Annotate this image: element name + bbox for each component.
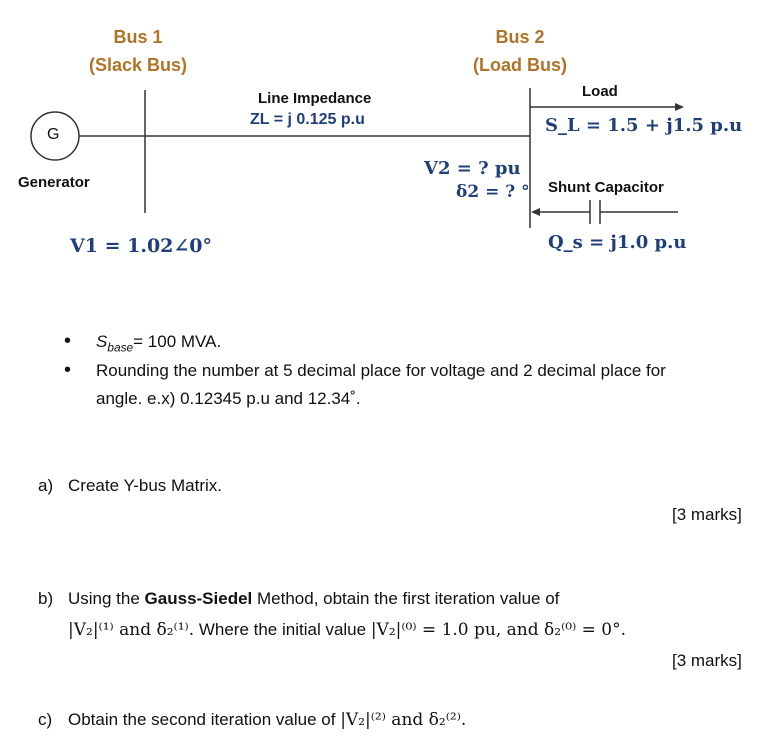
question-b-line1-pre: Using the (68, 589, 145, 608)
bus1-title: Bus 1 (113, 27, 163, 47)
v2-magnitude: V2 = ? pu (424, 158, 521, 179)
capacitor-arrow-head (531, 208, 540, 216)
line-impedance-value: ZL = j 0.125 p.u (250, 111, 365, 128)
bus1-subtitle: (Slack Bus) (88, 55, 188, 75)
question-b-marks: [3 marks] (672, 651, 742, 670)
question-b-line2 (68, 620, 626, 640)
question-b-label: b) (38, 589, 54, 608)
question-b-line1 (68, 589, 559, 609)
bus2-title: Bus 2 (495, 27, 545, 47)
question-b-math-2: |V₂|⁽⁰⁾ = 1.0 pu, and δ₂⁽⁰⁾ = 0°. (370, 620, 627, 640)
question-c-math: |V₂|⁽²⁾ and δ₂⁽²⁾. (340, 710, 467, 730)
question-b-line1-post: Method, obtain the first iteration value of (252, 589, 560, 608)
question-a-text: Create Y-bus Matrix. (68, 476, 223, 495)
shunt-capacitor-label: Shunt Capacitor (548, 179, 664, 196)
load-label: Load (582, 83, 618, 100)
bus2-subtitle: (Load Bus) (473, 55, 567, 75)
sbase-sub: base (107, 340, 134, 355)
generator-label: Generator (18, 174, 90, 191)
question-b-math-1: |V₂|⁽¹⁾ and δ₂⁽¹⁾. (68, 620, 195, 640)
line-impedance-label: Line Impedance (258, 90, 372, 107)
question-a-marks: [3 marks] (672, 505, 742, 524)
gauss-siedel-text: Gauss-Siedel (144, 589, 253, 608)
question-c-line (68, 710, 466, 730)
load-value: S_L = 1.5 + j1.5 p.u (545, 115, 743, 136)
load-arrow-head (675, 103, 684, 111)
sbase-text: = 100 MVA. (133, 332, 222, 351)
rounding-line1: Rounding the number at 5 decimal place for voltage and 2 decimal place for (96, 361, 666, 380)
generator-symbol: G (47, 126, 60, 143)
rounding-line2: angle. e.x) 0.12345 p.u and 12.34˚. (96, 389, 361, 408)
question-b-line2-mid: Where the initial value (194, 620, 371, 639)
sbase-symbol: S (96, 332, 108, 351)
v1-value: V1 = 1.02∠0° (70, 235, 213, 257)
question-c-text: Obtain the second iteration value of (68, 710, 341, 729)
v2-angle: δ2 = ? ° (456, 182, 530, 202)
question-c-label: c) (38, 710, 53, 729)
shunt-capacitor-value: Q_s = j1.0 p.u (548, 232, 687, 253)
question-a-label: a) (38, 476, 54, 495)
